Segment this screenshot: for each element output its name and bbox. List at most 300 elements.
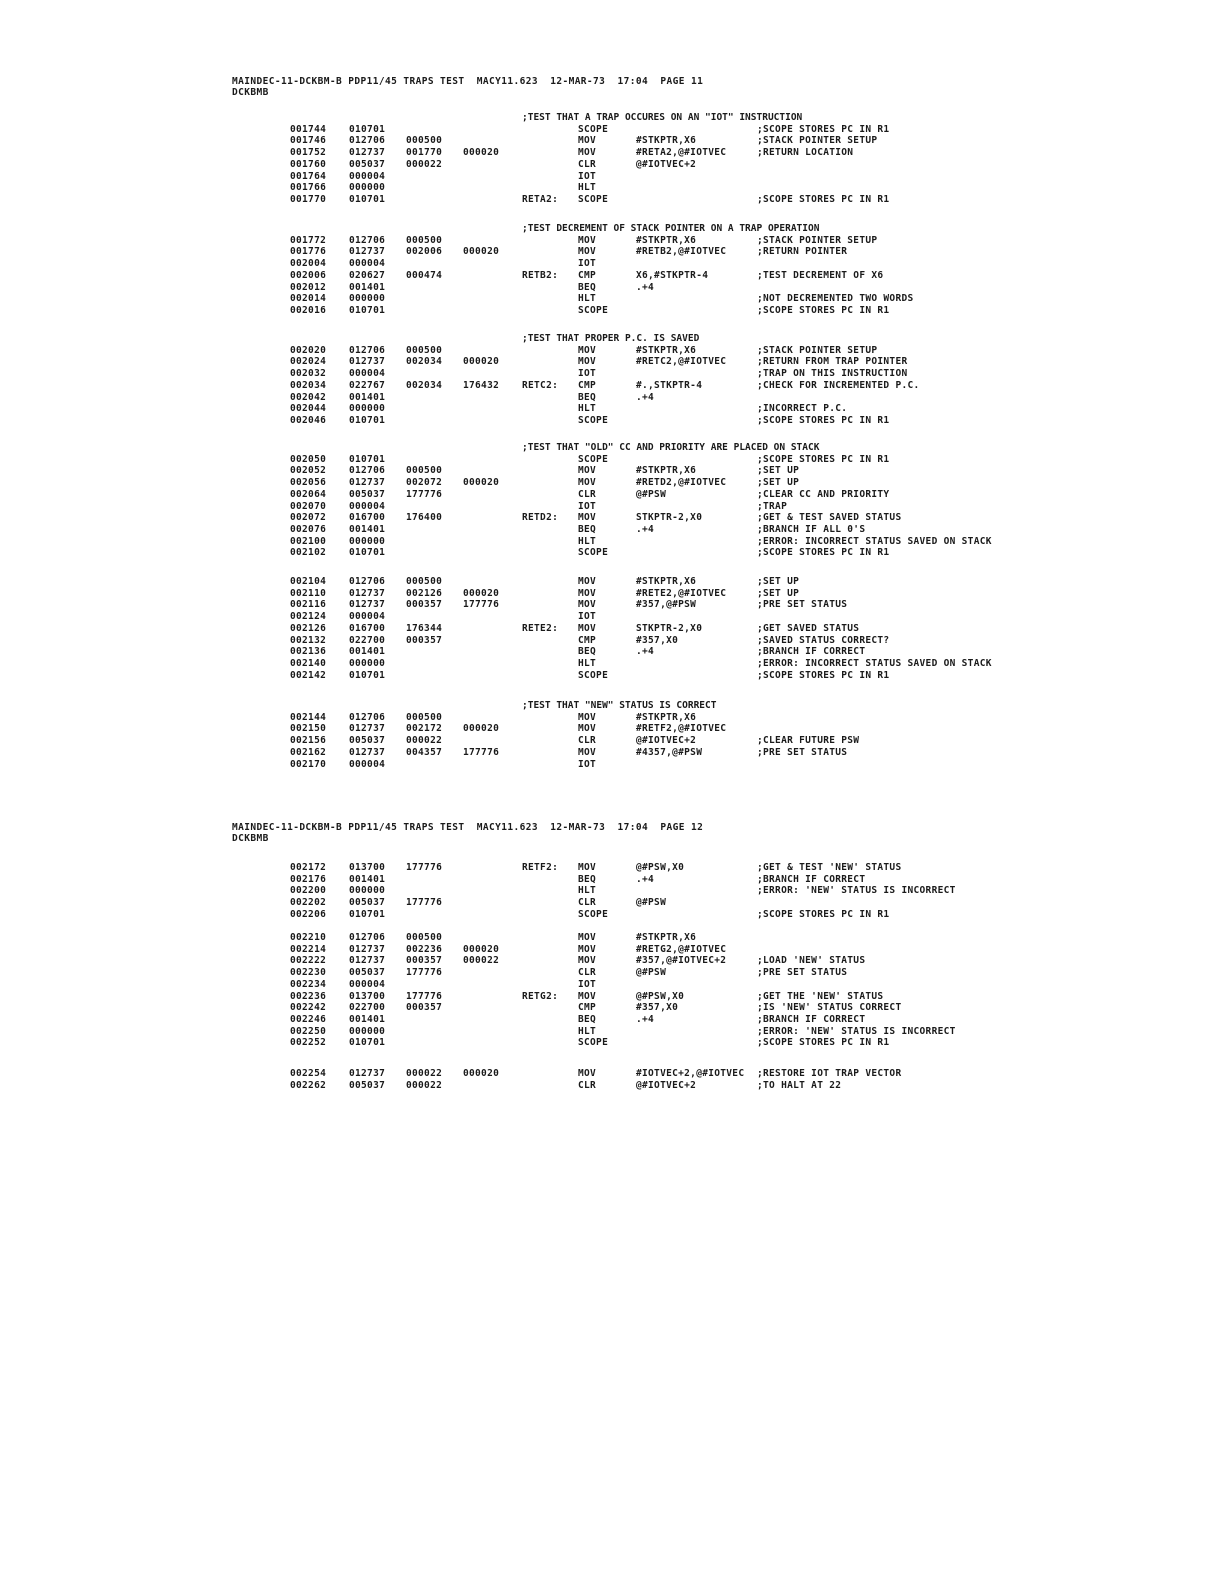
line-w1: 005037 [349,158,386,170]
line-w1: 000000 [349,293,386,305]
line-w2: 002034 [406,379,443,391]
line-label: RETG2: [522,990,559,1002]
line-cmt: ;SCOPE STORES PC IN R1 [757,547,890,559]
line-addr: 002246 [290,1013,327,1025]
line-op: SCOPE [578,414,609,426]
listing-line [0,944,900,956]
line-cmt: ;BRANCH IF CORRECT [757,873,866,885]
line-op: MOV [578,234,597,246]
line-op: CLR [578,158,597,170]
section-title: ;TEST DECREMENT OF STACK POINTER ON A TRAP OPERATION [522,223,820,234]
line-w1: 010701 [349,193,386,205]
line-w1: 012706 [349,465,386,477]
line-arg: #4357,@#PSW [636,746,703,758]
line-w2: 000500 [406,234,443,246]
line-cmt: ;SET UP [757,587,800,599]
line-op: CMP [578,269,597,281]
line-op: SCOPE [578,304,609,316]
line-addr: 002140 [290,657,327,669]
line-op: CLR [578,1079,597,1091]
line-op: HLT [578,182,597,194]
line-cmt: ;IS 'NEW' STATUS CORRECT [757,1002,902,1014]
line-w3: 000020 [463,477,500,489]
line-w3: 177776 [463,599,500,611]
line-cmt: ;ERROR: 'NEW' STATUS IS INCORRECT [757,1025,956,1037]
line-op: SCOPE [578,908,609,920]
line-addr: 002016 [290,304,327,316]
line-addr: 001776 [290,246,327,258]
line-w2: 002236 [406,943,443,955]
line-op: MOV [578,477,597,489]
line-arg: #STKPTR,X6 [636,711,697,723]
line-addr: 002162 [290,746,327,758]
line-op: SCOPE [578,193,609,205]
line-addr: 002116 [290,599,327,611]
line-arg: #STKPTR,X6 [636,234,697,246]
line-op: MOV [578,587,597,599]
line-w2: 000357 [406,599,443,611]
line-addr: 002052 [290,465,327,477]
page-subheader: DCKBMB [232,87,269,98]
line-addr: 001760 [290,158,327,170]
section-title: ;TEST THAT "OLD" CC AND PRIORITY ARE PLACED ON STACK [522,442,820,453]
line-arg: #357,@#IOTVEC+2 [636,955,727,967]
line-w2: 000500 [406,135,443,147]
line-w1: 000004 [349,170,386,182]
line-addr: 002172 [290,862,327,873]
line-op: IOT [578,978,597,990]
line-w2: 177776 [406,967,443,979]
line-addr: 002012 [290,281,327,293]
line-addr: 002100 [290,535,327,547]
line-op: MOV [578,932,597,943]
line-op: MOV [578,990,597,1002]
listing-line [0,1037,900,1049]
line-w2: 000500 [406,344,443,356]
line-addr: 002202 [290,897,327,909]
line-op: MOV [578,576,597,587]
line-cmt: ;TEST DECREMENT OF X6 [757,269,884,281]
line-cmt: ;CLEAR CC AND PRIORITY [757,488,890,500]
line-w1: 001401 [349,646,386,658]
line-w1: 005037 [349,967,386,979]
line-op: SCOPE [578,453,609,465]
line-addr: 002046 [290,414,327,426]
page-subheader: DCKBMB [232,833,269,844]
line-op: HLT [578,885,597,897]
listing-line [0,885,956,897]
line-addr: 002124 [290,611,327,623]
line-cmt: ;SCOPE STORES PC IN R1 [757,1037,890,1049]
line-arg: X6,#STKPTR-4 [636,269,709,281]
line-addr: 002150 [290,723,327,735]
line-op: SCOPE [578,1037,609,1049]
line-w1: 012706 [349,711,386,723]
line-cmt: ;PRE SET STATUS [757,967,848,979]
line-w1: 013700 [349,862,386,873]
line-w1: 010701 [349,547,386,559]
page-header: MAINDEC-11-DCKBM-B PDP11/45 TRAPS TEST MACY11.623 12-MAR-73 17:04 PAGE 11 [232,76,704,87]
line-addr: 001770 [290,193,327,205]
line-arg: #RETG2,@#IOTVEC [636,943,727,955]
line-addr: 002042 [290,391,327,403]
line-op: MOV [578,711,597,723]
listing-line [0,1025,956,1038]
line-w1: 016700 [349,512,386,524]
line-w3: 000020 [463,356,500,368]
line-op: SCOPE [578,547,609,559]
line-w3: 176432 [463,379,500,391]
line-cmt: ;RETURN LOCATION [757,147,854,159]
line-cmt: ;STACK POINTER SETUP [757,234,878,246]
line-label: RETF2: [522,862,559,873]
line-addr: 002070 [290,500,327,512]
line-arg: #STKPTR,X6 [636,465,697,477]
line-addr: 001764 [290,170,327,182]
line-label: RETC2: [522,379,559,391]
line-w1: 010701 [349,453,386,465]
line-op: MOV [578,599,597,611]
line-w3: 000020 [463,1068,500,1079]
line-cmt: ;LOAD 'NEW' STATUS [757,955,866,967]
line-w1: 000004 [349,758,386,770]
line-addr: 002056 [290,477,327,489]
line-addr: 002126 [290,622,327,634]
line-w2: 000500 [406,576,443,587]
line-w1: 005037 [349,897,386,909]
line-w1: 010701 [349,414,386,426]
line-addr: 002136 [290,646,327,658]
line-arg: #357,X0 [636,634,679,646]
line-cmt: ;RESTORE IOT TRAP VECTOR [757,1068,902,1079]
section-title: ;TEST THAT "NEW" STATUS IS CORRECT [522,700,717,711]
line-addr: 002072 [290,512,327,524]
line-addr: 002024 [290,356,327,368]
line-w1: 000004 [349,258,386,270]
line-w2: 002126 [406,587,443,599]
line-op: MOV [578,746,597,758]
line-addr: 002242 [290,1002,327,1014]
line-op: MOV [578,465,597,477]
line-w2: 000474 [406,269,443,281]
line-cmt: ;GET SAVED STATUS [757,622,860,634]
line-addr: 002206 [290,908,327,920]
line-label: RETD2: [522,512,559,524]
line-arg: STKPTR-2,X0 [636,512,703,524]
line-w1: 001401 [349,391,386,403]
line-w1: 012737 [349,246,386,258]
line-w3: 000020 [463,723,500,735]
line-addr: 002006 [290,269,327,281]
line-op: BEQ [578,646,597,658]
listing-line [0,897,900,909]
line-arg: .+4 [636,523,655,535]
line-addr: 002032 [290,368,327,380]
line-addr: 002076 [290,523,327,535]
line-cmt: ;BRANCH IF CORRECT [757,646,866,658]
line-w1: 000000 [349,182,386,194]
line-addr: 001772 [290,234,327,246]
line-op: IOT [578,500,597,512]
line-w1: 000000 [349,535,386,547]
line-w2: 000500 [406,465,443,477]
line-cmt: ;BRANCH IF ALL 0'S [757,523,866,535]
listing-line [0,1080,900,1092]
line-addr: 002252 [290,1037,327,1049]
line-w1: 012737 [349,587,386,599]
line-cmt: ;GET & TEST 'NEW' STATUS [757,862,902,873]
line-w1: 001401 [349,523,386,535]
line-addr: 002110 [290,587,327,599]
line-cmt: ;SET UP [757,576,800,587]
line-w3: 000022 [463,955,500,967]
line-op: CMP [578,634,597,646]
line-op: CLR [578,967,597,979]
line-cmt: ;ERROR: 'NEW' STATUS IS INCORRECT [757,885,956,897]
line-op: MOV [578,622,597,634]
line-op: MOV [578,955,597,967]
listing-line [0,979,900,991]
line-cmt: ;TRAP [757,500,788,512]
line-arg: #357,@#PSW [636,599,697,611]
line-cmt: ;STACK POINTER SETUP [757,135,878,147]
line-op: MOV [578,246,597,258]
line-op: MOV [578,356,597,368]
line-cmt: ;SCOPE STORES PC IN R1 [757,304,890,316]
line-op: MOV [578,1068,597,1079]
line-w1: 022700 [349,1002,386,1014]
line-arg: #357,X0 [636,1002,679,1014]
line-w2: 176344 [406,622,443,634]
line-op: IOT [578,170,597,182]
line-w1: 000000 [349,885,386,897]
line-cmt: ;PRE SET STATUS [757,599,848,611]
line-arg: @#IOTVEC+2 [636,158,697,170]
listing-line [0,1014,900,1026]
line-arg: #RETE2,@#IOTVEC [636,587,727,599]
line-w1: 001401 [349,873,386,885]
line-op: IOT [578,758,597,770]
line-addr: 002210 [290,932,327,943]
line-arg: #RETB2,@#IOTVEC [636,246,727,258]
line-w2: 002172 [406,723,443,735]
line-cmt: ;PRE SET STATUS [757,746,848,758]
line-cmt: ;STACK POINTER SETUP [757,344,878,356]
listing-line [0,1068,900,1080]
line-arg: @#PSW,X0 [636,862,685,873]
listing-line [0,932,900,944]
line-w1: 010701 [349,123,386,135]
line-arg: #IOTVEC+2,@#IOTVEC [636,1068,745,1079]
line-op: HLT [578,403,597,415]
line-w1: 012737 [349,1068,386,1079]
line-arg: #RETC2,@#IOTVEC [636,356,727,368]
line-w1: 000004 [349,368,386,380]
line-w1: 005037 [349,1079,386,1091]
line-op: IOT [578,368,597,380]
line-addr: 002250 [290,1025,327,1037]
line-op: MOV [578,723,597,735]
line-arg: #RETF2,@#IOTVEC [636,723,727,735]
line-w2: 004357 [406,746,443,758]
line-op: BEQ [578,1013,597,1025]
section-title: ;TEST THAT PROPER P.C. IS SAVED [522,333,700,344]
line-cmt: ;GET & TEST SAVED STATUS [757,512,902,524]
line-addr: 002064 [290,488,327,500]
line-addr: 002156 [290,735,327,747]
line-cmt: ;ERROR: INCORRECT STATUS SAVED ON STACK [757,657,992,669]
line-w2: 000022 [406,158,443,170]
line-w1: 012737 [349,477,386,489]
line-w1: 010701 [349,304,386,316]
line-w1: 022700 [349,634,386,646]
line-op: CMP [578,1002,597,1014]
line-op: BEQ [578,873,597,885]
line-op: BEQ [578,281,597,293]
line-w2: 177776 [406,897,443,909]
line-addr: 002222 [290,955,327,967]
line-w1: 020627 [349,269,386,281]
line-op: IOT [578,258,597,270]
line-w3: 000020 [463,587,500,599]
line-w3: 000020 [463,246,500,258]
line-cmt: ;INCORRECT P.C. [757,403,848,415]
line-op: MOV [578,862,597,873]
line-arg: #STKPTR,X6 [636,344,697,356]
line-w2: 002072 [406,477,443,489]
listing-line [0,967,900,979]
line-w1: 000004 [349,611,386,623]
line-w1: 001401 [349,1013,386,1025]
line-addr: 002200 [290,885,327,897]
line-addr: 001766 [290,182,327,194]
line-cmt: ;GET THE 'NEW' STATUS [757,990,884,1002]
line-w1: 000004 [349,500,386,512]
page-header: MAINDEC-11-DCKBM-B PDP11/45 TRAPS TEST MACY11.623 12-MAR-73 17:04 PAGE 12 [232,822,704,833]
line-addr: 002044 [290,403,327,415]
line-w2: 000500 [406,932,443,943]
line-w1: 016700 [349,622,386,634]
line-op: MOV [578,344,597,356]
line-addr: 002170 [290,758,327,770]
line-arg: @#IOTVEC+2 [636,1079,697,1091]
listing-line [0,1002,900,1014]
line-addr: 002104 [290,576,327,587]
line-op: CMP [578,379,597,391]
line-w2: 002034 [406,356,443,368]
line-addr: 002014 [290,293,327,305]
line-arg: @#PSW [636,967,667,979]
line-cmt: ;SET UP [757,477,800,489]
line-op: MOV [578,512,597,524]
line-op: BEQ [578,523,597,535]
line-w1: 012706 [349,135,386,147]
line-arg: STKPTR-2,X0 [636,622,703,634]
line-cmt: ;SAVED STATUS CORRECT? [757,634,890,646]
line-w1: 012737 [349,746,386,758]
line-w3: 000020 [463,147,500,159]
line-op: SCOPE [578,669,609,681]
line-arg: .+4 [636,391,655,403]
line-arg: @#PSW [636,488,667,500]
line-label: RETB2: [522,269,559,281]
line-w1: 000000 [349,403,386,415]
line-addr: 002176 [290,873,327,885]
line-arg: .+4 [636,281,655,293]
line-op: SCOPE [578,123,609,135]
line-addr: 002234 [290,978,327,990]
line-w1: 012706 [349,932,386,943]
listing-line [0,991,900,1003]
line-label: RETE2: [522,622,559,634]
line-w2: 177776 [406,990,443,1002]
line-arg: #RETA2,@#IOTVEC [636,147,727,159]
line-cmt: ;ERROR: INCORRECT STATUS SAVED ON STACK [757,535,992,547]
line-op: HLT [578,1025,597,1037]
line-addr: 001746 [290,135,327,147]
line-w1: 010701 [349,908,386,920]
line-addr: 002142 [290,669,327,681]
line-w2: 177776 [406,488,443,500]
line-arg: #STKPTR,X6 [636,135,697,147]
line-addr: 002034 [290,379,327,391]
line-op: HLT [578,535,597,547]
line-addr: 002020 [290,344,327,356]
line-w1: 005037 [349,488,386,500]
line-w2: 002006 [406,246,443,258]
line-op: HLT [578,293,597,305]
line-op: MOV [578,135,597,147]
line-w1: 012737 [349,955,386,967]
line-w2: 176400 [406,512,443,524]
line-w2: 001770 [406,147,443,159]
listing-line [0,955,900,967]
line-cmt: ;SCOPE STORES PC IN R1 [757,908,890,920]
line-arg: #STKPTR,X6 [636,576,697,587]
line-cmt: ;CLEAR FUTURE PSW [757,735,860,747]
line-arg: .+4 [636,1013,655,1025]
line-addr: 002254 [290,1068,327,1079]
line-w1: 022767 [349,379,386,391]
line-w1: 000000 [349,657,386,669]
line-arg: .+4 [636,646,655,658]
line-op: CLR [578,488,597,500]
line-cmt: ;RETURN POINTER [757,246,848,258]
line-w1: 001401 [349,281,386,293]
line-cmt: ;SCOPE STORES PC IN R1 [757,669,890,681]
line-addr: 002144 [290,711,327,723]
line-w3: 177776 [463,746,500,758]
line-w2: 177776 [406,862,443,873]
line-addr: 002050 [290,453,327,465]
line-cmt: ;NOT DECREMENTED TWO WORDS [757,293,914,305]
line-op: CLR [578,897,597,909]
line-w1: 012737 [349,147,386,159]
line-op: CLR [578,735,597,747]
line-w2: 000357 [406,1002,443,1014]
line-w1: 000004 [349,978,386,990]
line-addr: 002236 [290,990,327,1002]
section-title: ;TEST THAT A TRAP OCCURES ON AN "IOT" INSTRUCTION [522,112,803,123]
line-arg: #STKPTR,X6 [636,932,697,943]
line-w2: 000357 [406,634,443,646]
line-w1: 010701 [349,1037,386,1049]
line-label: RETA2: [522,193,559,205]
line-op: MOV [578,147,597,159]
line-w1: 012706 [349,234,386,246]
line-cmt: ;SCOPE STORES PC IN R1 [757,193,890,205]
listing-line [0,909,900,921]
